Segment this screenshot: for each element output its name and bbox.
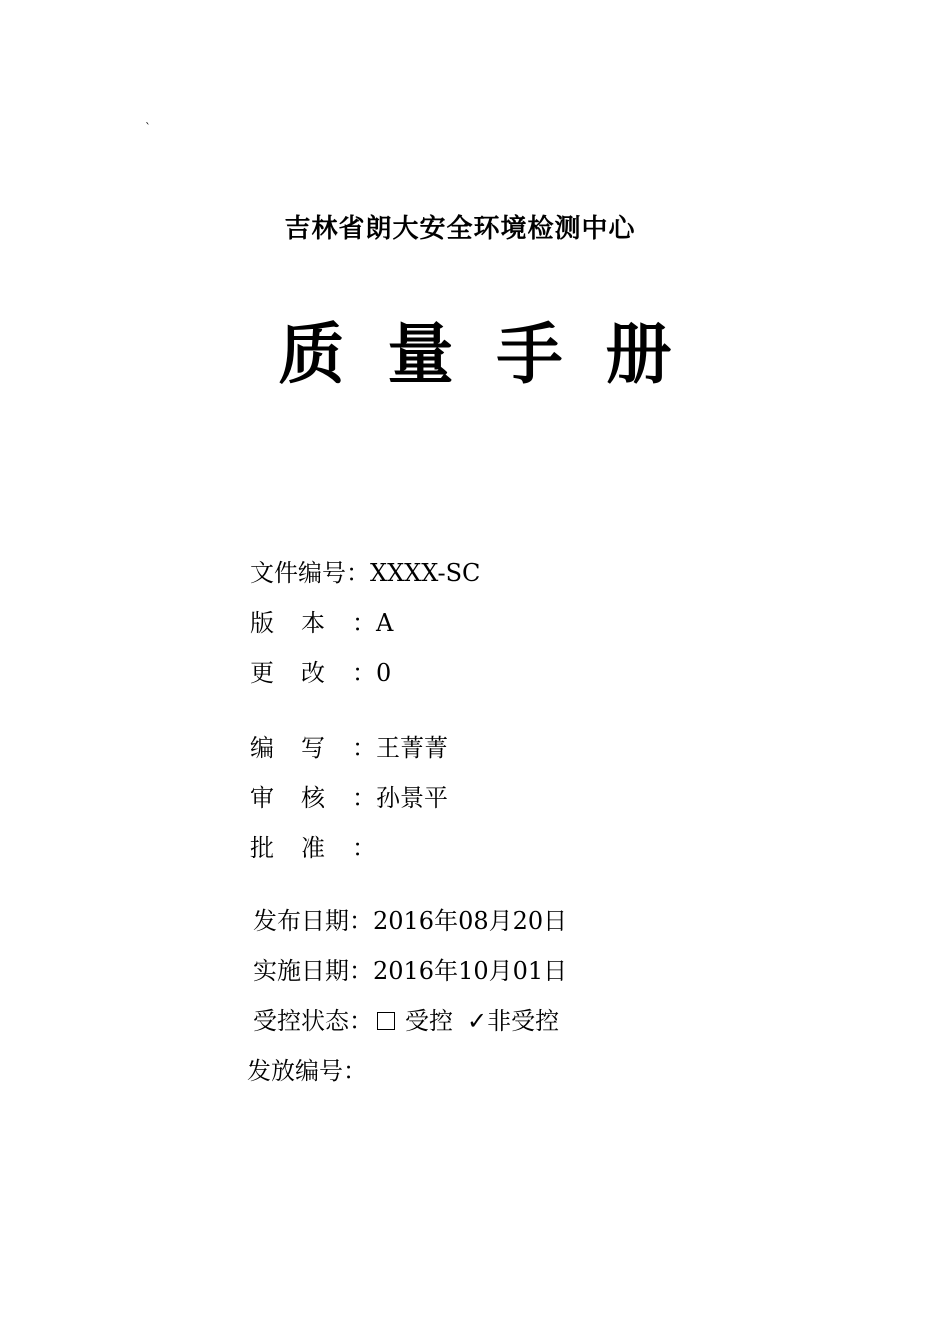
author-label: 编写： [250,734,376,762]
signoff-group [250,733,448,883]
version-label: 版本： [250,609,376,637]
stray-mark: ` [145,121,151,135]
reviewer-label: 审核： [250,784,376,812]
distribution-number-label: 发放编号： [247,1057,367,1085]
distribution-group [247,1056,367,1106]
doc-number-label: 文件编号： [250,559,370,587]
author-value: 王菁菁 [376,734,448,762]
option-uncontrolled-label: 非受控 [487,1007,560,1035]
title-char: 册 [605,315,672,393]
checkbox-controlled[interactable] [377,1012,395,1030]
approver-label: 批准： [250,834,376,862]
author-row [250,733,448,783]
effective-date-label: 实施日期： [253,957,373,985]
approver-row [250,833,448,883]
document-title [0,315,950,393]
revision-row [250,658,480,708]
title-char: 手 [496,315,563,393]
option-controlled-label: 受控 [405,1007,453,1035]
distribution-number-row [247,1056,367,1106]
checkmark-icon[interactable]: ✓ [467,1007,488,1035]
doc-number-value: XXXX-SC [370,559,481,587]
version-row [250,608,480,658]
publish-date-row [253,906,567,956]
version-value: A [376,609,394,637]
document-id-group [250,558,480,708]
dates-group [253,906,567,1056]
organization-name: 吉林省朗大安全环境检测中心 [284,214,636,244]
control-status-row [253,1006,567,1056]
reviewer-value: 孙景平 [376,784,448,812]
publish-date-label: 发布日期： [253,907,373,935]
doc-number-row [250,558,480,608]
revision-label: 更改： [250,659,376,687]
effective-date-row [253,956,567,1006]
reviewer-row [250,783,448,833]
publish-date-value: 2016年08月20日 [373,907,568,935]
title-char: 质 [278,315,345,393]
title-char: 量 [387,315,454,393]
effective-date-value: 2016年10月01日 [373,957,568,985]
revision-value: 0 [376,659,392,687]
control-status-label: 受控状态： [253,1007,373,1035]
